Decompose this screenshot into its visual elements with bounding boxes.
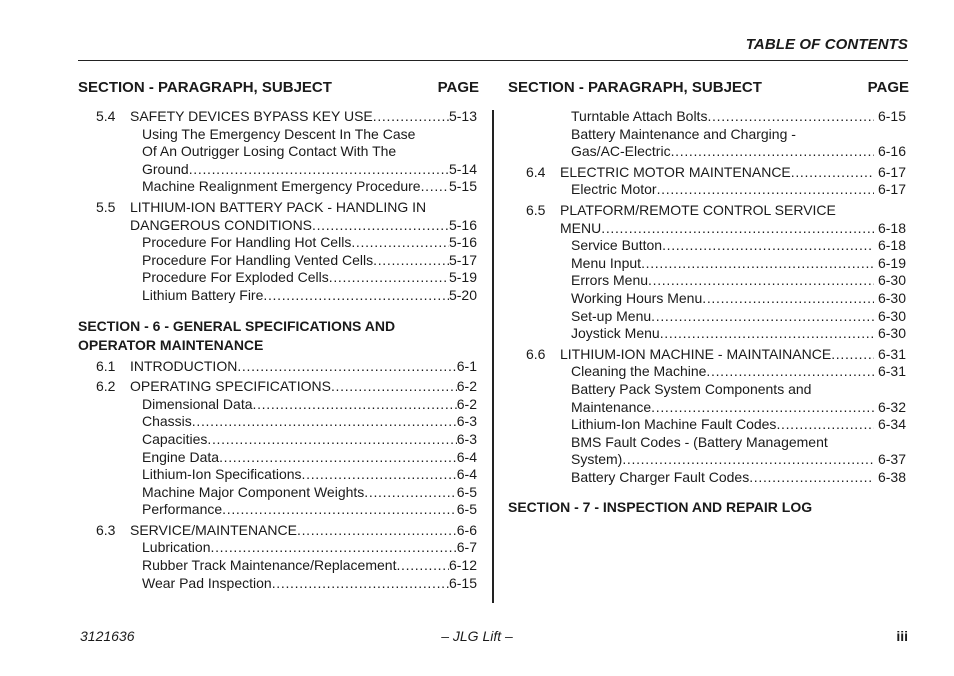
toc-entry[interactable] [78,199,477,217]
toc-entry-title: Menu Input [571,254,642,271]
toc-entry[interactable] [78,287,477,305]
toc-entry-title: DANGEROUS CONDITIONS [130,216,313,233]
dot-leader [396,557,449,575]
toc-entry[interactable] [508,451,906,469]
toc-entry-page: 6-4 [456,448,477,465]
dot-leader [660,325,874,343]
dot-leader [302,466,457,484]
toc-entry-title: Service Button [571,237,663,254]
toc-entry-title: LITHIUM-ION BATTERY PACK - HANDLING IN [130,198,427,215]
toc-entry[interactable] [78,557,477,575]
toc-entry[interactable] [508,308,906,326]
toc-entry[interactable] [78,413,477,431]
dot-leader [297,522,457,540]
toc-entry-page: 6-17 [877,181,906,198]
dot-leader [648,272,874,290]
dot-leader [657,181,874,199]
footer-brand: – JLG Lift – [441,628,513,644]
toc-entry-page: 6-30 [877,289,906,306]
toc-left-column [78,108,477,592]
column-heading-subject: SECTION - PARAGRAPH, SUBJECT [508,79,762,96]
toc-entry-title: Turntable Attach Bolts [571,108,708,124]
toc-entry-page: 5-16 [448,216,477,233]
dot-leader [219,449,457,467]
toc-entry-page: 6-30 [877,307,906,324]
toc-entry-page: 6-31 [877,345,906,362]
toc-entry[interactable] [508,108,906,126]
toc-entry[interactable] [78,466,477,484]
toc-entry-page: 6-31 [877,363,906,380]
toc-entry-page: 5-20 [448,286,477,303]
toc-entry[interactable] [508,143,906,161]
toc-entry-title: Procedure For Exploded Cells [142,269,329,286]
toc-entry-title: Battery Maintenance and Charging - [571,125,796,142]
toc-entry[interactable] [78,501,477,519]
toc-entry-page: 5-14 [448,160,477,177]
footer-doc-number: 3121636 [80,628,135,644]
toc-entry-title: Lithium Battery Fire [142,286,264,303]
dot-leader [622,451,874,469]
toc-entry[interactable] [508,399,906,417]
toc-entry-page: 6-4 [456,466,477,483]
toc-entry[interactable] [78,108,477,126]
toc-entry-title: Rubber Track Maintenance/Replacement [142,557,397,574]
toc-entry[interactable] [78,234,477,252]
toc-entry-title: Battery Charger Fault Codes [571,468,750,485]
toc-entry[interactable] [78,217,477,235]
toc-entry[interactable] [78,396,477,414]
left-column-heading [78,79,479,99]
toc-entry-title: Lithium-Ion Machine Fault Codes [571,416,777,433]
toc-entry[interactable] [508,220,906,238]
dot-leader [421,178,449,196]
toc-entry-number: 6.1 [96,357,116,374]
toc-entry-title: Maintenance [571,398,652,415]
toc-entry-number: 5.5 [96,198,116,215]
toc-entry-title: Working Hours Menu [571,289,703,306]
toc-entry-page: 6-5 [456,501,477,518]
dot-leader [641,255,874,273]
toc-entry-title: Procedure For Handling Hot Cells [142,234,352,251]
toc-entry-page: 6-7 [456,539,477,556]
toc-entry-title: INTRODUCTION [130,357,238,374]
toc-entry-title: Engine Data [142,448,220,465]
dot-leader [776,416,874,434]
toc-entry-title: OPERATING SPECIFICATIONS [130,378,331,395]
toc-entry[interactable] [78,358,477,376]
toc-entry[interactable] [508,416,906,434]
toc-entry-number: 6.5 [526,201,546,218]
toc-entry[interactable] [78,378,477,396]
toc-entry[interactable] [508,272,906,290]
dot-leader [329,269,449,287]
toc-entry-title: BMS Fault Codes - (Battery Management [571,433,828,450]
toc-entry-page: 5-17 [448,251,477,268]
toc-right-column [508,108,906,517]
toc-entry[interactable] [78,539,477,557]
toc-entry-number: 6.6 [526,345,546,362]
toc-entry[interactable] [508,290,906,308]
right-column-heading [508,79,909,99]
toc-entry[interactable] [78,575,477,593]
toc-entry-number: 6.2 [96,378,116,395]
toc-entry-title: Set-up Menu [571,307,652,324]
section-heading: SECTION - 7 - INSPECTION AND REPAIR LOG [508,499,813,516]
toc-entry-page: 5-16 [448,234,477,251]
dot-leader [662,237,874,255]
toc-entry-title: Battery Pack System Components and [571,380,812,397]
toc-entry-title: Capacities [142,430,208,447]
toc-entry-title: PLATFORM/REMOTE CONTROL SERVICE [560,201,836,218]
toc-entry-page: 6-12 [448,557,477,574]
toc-entry-page: 6-17 [877,163,906,180]
toc-entry-title: MENU [560,219,602,236]
toc-entry-page: 6-18 [877,219,906,236]
toc-entry[interactable] [508,325,906,343]
dot-leader [222,501,457,519]
toc-entry-title: SERVICE/MAINTENANCE [130,521,297,538]
toc-entry-page: 6-15 [448,574,477,591]
toc-entry-title: Performance [142,501,223,518]
dot-leader [373,108,449,126]
toc-entry[interactable] [78,431,477,449]
toc-entry-page: 6-2 [456,378,477,395]
dot-leader [601,220,874,238]
toc-entry[interactable] [508,469,906,487]
toc-entry-number: 5.4 [96,108,116,124]
dot-leader [211,539,457,557]
toc-entry-title: Errors Menu [571,272,649,289]
dot-leader [651,399,874,417]
dot-leader [207,431,456,449]
toc-entry[interactable] [508,363,906,381]
dot-leader [706,363,874,381]
toc-entry[interactable] [78,143,477,161]
toc-entry-title: Gas/AC-Electric [571,143,671,160]
toc-entry[interactable] [508,381,906,399]
column-heading-page: PAGE [437,79,479,96]
dot-leader [312,217,449,235]
toc-entry-page: 6-3 [456,413,477,430]
dot-leader [707,108,874,126]
dot-leader [364,484,456,502]
toc-entry[interactable] [78,484,477,502]
dot-leader [189,161,449,179]
toc-entry-page: 5-15 [448,178,477,195]
dot-leader [192,413,457,431]
toc-entry[interactable] [508,126,906,144]
toc-entry-number: 6.4 [526,163,546,180]
toc-entry-title: Procedure For Handling Vented Cells [142,251,374,268]
dot-leader [749,469,874,487]
dot-leader [253,396,457,414]
toc-entry-page: 6-16 [877,143,906,160]
dot-leader [351,234,449,252]
dot-leader [671,143,874,161]
toc-entry-page: 6-34 [877,416,906,433]
toc-entry-title: Lithium-Ion Specifications [142,466,302,483]
toc-entry-page: 6-37 [877,451,906,468]
toc-entry-title: SAFETY DEVICES BYPASS KEY USE [130,108,373,124]
toc-entry-title: Machine Realignment Emergency Procedure [142,178,421,195]
toc-entry[interactable] [78,126,477,144]
section-heading: SECTION - 6 - GENERAL SPECIFICATIONS AND OPERATOR MAINTENANCE [78,317,396,353]
toc-entry-title: Machine Major Component Weights [142,483,365,500]
toc-entry[interactable] [78,161,477,179]
toc-entry[interactable] [508,346,906,364]
column-heading-page: PAGE [867,79,909,96]
toc-entry[interactable] [508,237,906,255]
toc-entry-title: Wear Pad Inspection [142,574,272,591]
dot-leader [702,290,874,308]
toc-entry[interactable] [508,202,906,220]
column-heading-subject: SECTION - PARAGRAPH, SUBJECT [78,79,332,96]
toc-entry-title: Ground [142,160,189,177]
toc-header-title: TABLE OF CONTENTS [745,36,908,53]
dot-leader [263,287,449,305]
toc-entry-page: 6-6 [456,521,477,538]
toc-entry[interactable] [78,449,477,467]
toc-entry-page: 5-13 [448,108,477,124]
toc-entry-page: 6-18 [877,237,906,254]
toc-entry-page: 6-1 [456,357,477,374]
toc-entry[interactable] [78,252,477,270]
toc-entry-page: 6-38 [877,468,906,485]
toc-entry-page: 5-19 [448,269,477,286]
toc-entry-title: Chassis [142,413,192,430]
dot-leader [331,378,457,396]
dot-leader [651,308,874,326]
toc-entry-title: Joystick Menu [571,325,660,342]
toc-entry[interactable] [508,181,906,199]
toc-entry-page: 6-3 [456,430,477,447]
toc-entry-page: 6-32 [877,398,906,415]
toc-entry-title: LITHIUM-ION MACHINE - MAINTAINANCE [560,345,832,362]
dot-leader [272,575,449,593]
toc-entry-title: Lubrication [142,539,211,556]
toc-entry-title: Of An Outrigger Losing Contact With The [142,143,397,160]
toc-entry-title: Dimensional Data [142,395,253,412]
header-rule [78,60,908,61]
dot-leader [237,358,456,376]
toc-entry-page: 6-30 [877,272,906,289]
column-divider [492,110,494,603]
toc-entry-page: 6-15 [877,108,906,124]
footer-page-number: iii [896,628,908,644]
toc-entry-title: ELECTRIC MOTOR MAINTENANCE [560,163,791,180]
toc-entry[interactable] [78,178,477,196]
toc-entry-page: 6-30 [877,325,906,342]
toc-entry[interactable] [508,255,906,273]
toc-entry-title: Cleaning the Machine [571,363,707,380]
toc-entry[interactable] [508,434,906,452]
dot-leader [831,346,874,364]
toc-entry-page: 6-5 [456,483,477,500]
toc-entry-title: Using The Emergency Descent In The Case [142,125,416,142]
toc-entry-title: System) [571,451,623,468]
toc-entry[interactable] [78,522,477,540]
toc-entry-page: 6-19 [877,254,906,271]
toc-entry-page: 6-2 [456,395,477,412]
dot-leader [373,252,449,270]
dot-leader [791,164,874,182]
toc-entry-title: Electric Motor [571,181,657,198]
toc-entry[interactable] [78,269,477,287]
toc-entry-number: 6.3 [96,521,116,538]
toc-entry[interactable] [508,164,906,182]
